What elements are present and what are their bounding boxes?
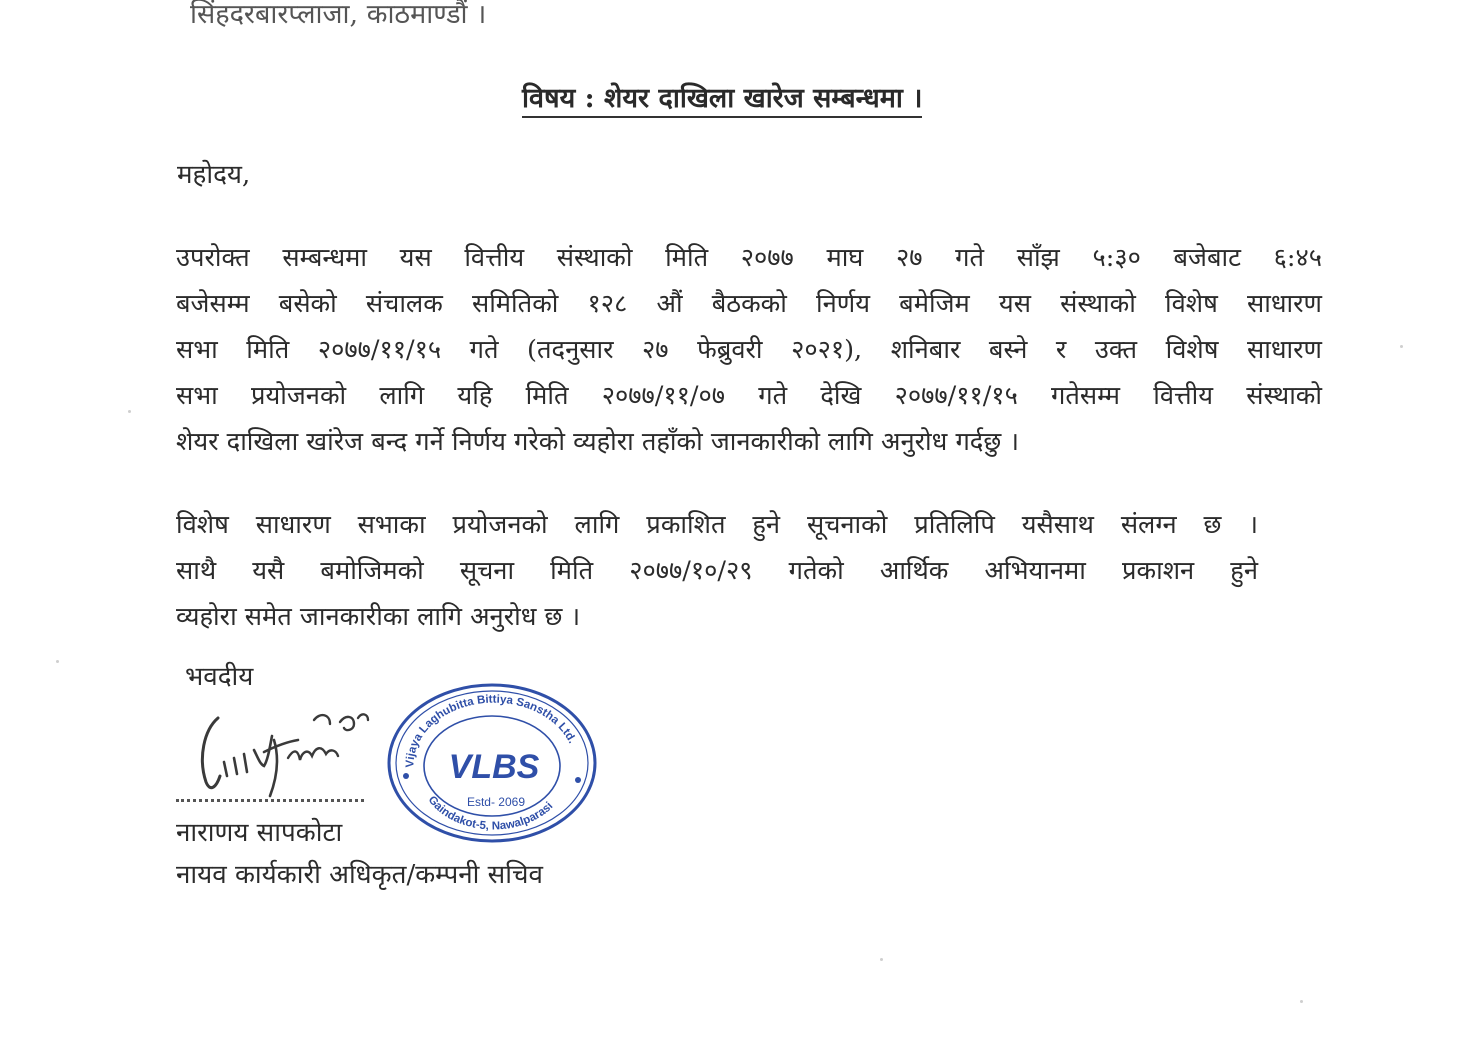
paragraph-line: सभा प्रयोजनको लागि यहि मिति २०७७/११/०७ गते देखि २०७७/११/१५ गतेसम्म वित्तीय संस्थाको <box>176 381 1322 411</box>
recipient-address: सिंहदरबारप्लाजा, काठमाण्डौं । <box>190 0 487 30</box>
seal-ring-text-bottom: Gaindakot-5, Nawalparasi <box>425 794 556 833</box>
letter-subject: विषय : शेयर दाखिला खारेज सम्बन्धमा । <box>522 78 922 118</box>
seal-logo: VLBS <box>448 748 540 786</box>
handwritten-signature-icon <box>190 700 380 800</box>
paragraph-line: शेयर दाखिला खांरेज बन्द गर्ने निर्णय गरेको व्यहोरा तहाँको जानकारीको लागि अनुरोध गर्दछु । <box>176 427 1019 457</box>
paper-speck <box>1400 345 1403 348</box>
body-paragraph-1 <box>176 235 1322 465</box>
paragraph-line: साथै यसै बमोजिमको सूचना मिति २०७७/१०/२९ गतेको आर्थिक अभियानमा प्रकाशन हुने <box>176 556 1258 586</box>
signer-title: नायव कार्यकारी अधिकृत/कम्पनी सचिव <box>176 860 543 890</box>
company-seal-icon <box>384 680 600 846</box>
signature-dotted-line <box>176 799 364 802</box>
seal-established: Estd- 2069 <box>466 795 526 809</box>
signer-name: नाराणय सापकोटा <box>176 818 343 848</box>
paragraph-line: बजेसम्म बसेको संचालक समितिको १२८ औं बैठकको निर्णय बमेजिम यस संस्थाको विशेष साधारण <box>176 289 1322 319</box>
paper-speck <box>880 958 883 961</box>
paragraph-line: विशेष साधारण सभाका प्रयोजनको लागि प्रकाशित हुने सूचनाको प्रतिलिपि यसैसाथ संलग्न छ । <box>176 510 1258 540</box>
seal-ring-text: Vijaya Laghubitta Bittiya Sanstha Ltd. <box>404 693 578 768</box>
paper-speck <box>128 410 131 413</box>
paper-speck <box>1300 1000 1303 1003</box>
paragraph-line: व्यहोरा समेत जानकारीका लागि अनुरोध छ । <box>176 602 581 632</box>
body-paragraph-2 <box>176 502 1258 640</box>
paragraph-line: सभा मिति २०७७/११/१५ गते (तदनुसार २७ फेब्रुवरी २०२१), शनिबार बस्ने र उक्त विशेष साधारण <box>176 335 1322 365</box>
salutation: महोदय, <box>177 160 251 190</box>
closing-remark: भवदीय <box>185 662 254 692</box>
paragraph-line: उपरोक्त सम्बन्धमा यस वित्तीय संस्थाको मिति २०७७ माघ २७ गते साँझ ५:३० बजेबाट ६:४५ <box>176 243 1322 273</box>
paper-speck <box>56 660 59 663</box>
